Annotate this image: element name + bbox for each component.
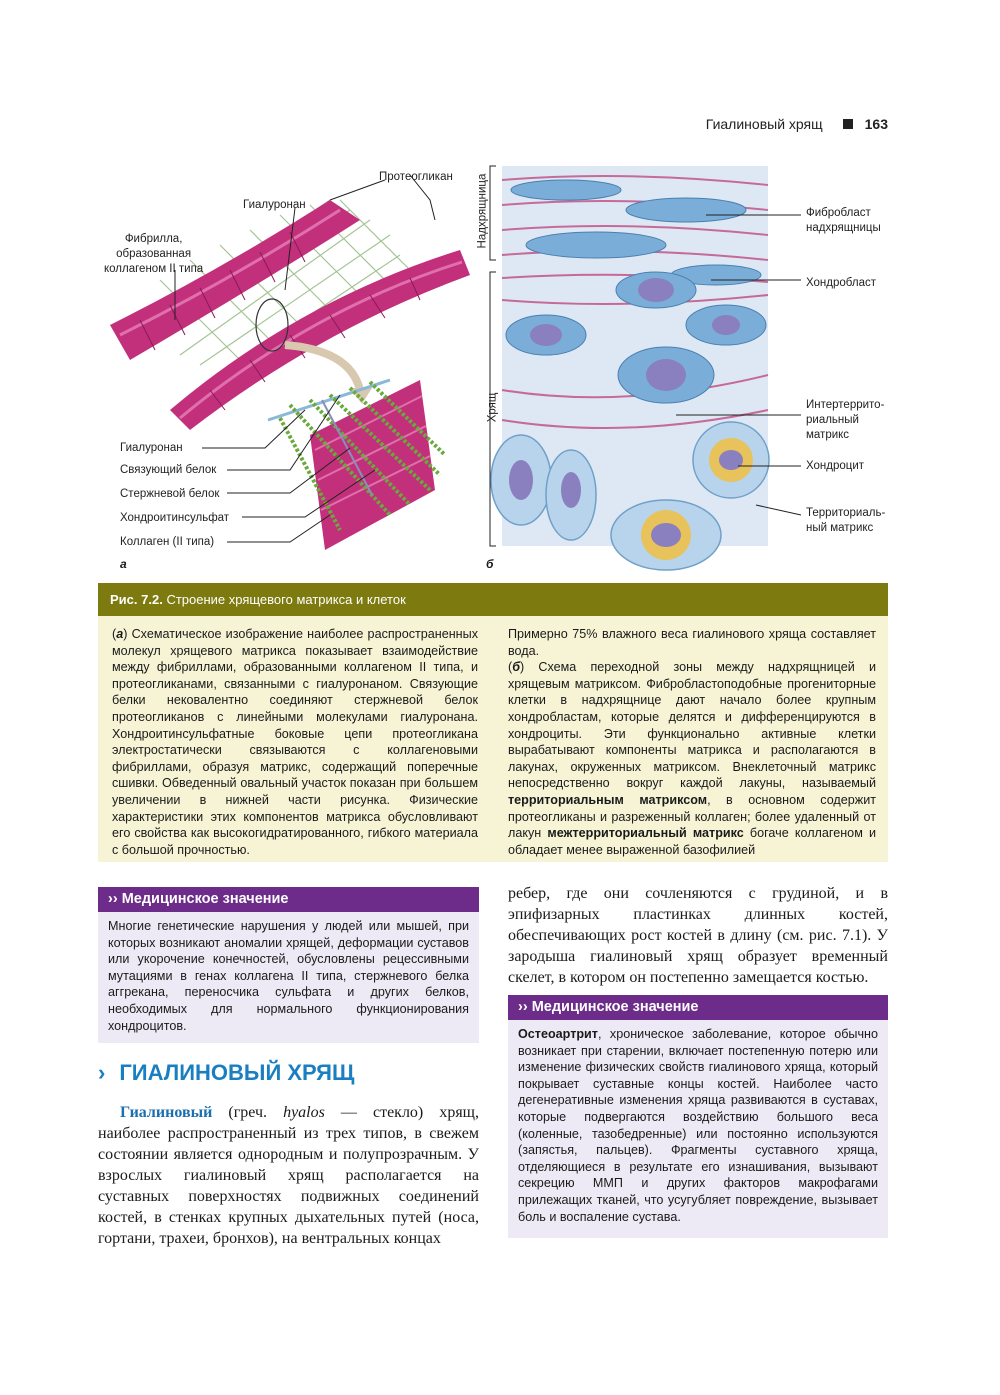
label-core-protein: Стержневой белок bbox=[120, 488, 220, 500]
caption-right-column: Примерно 75% влажного веса гиалинового хряща составляет вода. (б) Схема переходной зоны между надхрящницей и хрящевым матриксом. Фибробластоподобные прогениторные клетки в надхрящнице дают начало более крупным хондробластам, которые делятся и дифференцируются в хондроциты. Эти функционально активные клетки вырабатывают компоненты матрикса и располагаются в лакунах, окруженных матриксом. Внеклеточный матрикс непосредственно вокруг каждой лакуны, называемый территориальным матриксом, в основном содержит протеогликаны и разреженный коллаген; более удаленный от лакун межтерриториальный матрикс богаче коллагеном и обладает менее выраженной базофилией bbox=[508, 627, 876, 857]
label-chondroitin-sulfate: Хондроитинсульфат bbox=[120, 512, 230, 524]
label-link-protein: Связующий белок bbox=[120, 464, 217, 476]
body-left-part-1: (греч. bbox=[212, 1104, 284, 1121]
term-hyaline: Гиалиновый bbox=[120, 1104, 213, 1121]
section-heading-text: ГИАЛИНОВЫЙ ХРЯЩ bbox=[119, 1060, 355, 1085]
figure-number: Рис. 7.2. bbox=[110, 592, 163, 607]
term-osteoarthritis: Остеоартрит bbox=[518, 1027, 598, 1041]
label-hyaluronan: Гиалуронан bbox=[120, 442, 183, 454]
page-number: 163 bbox=[864, 116, 888, 132]
caption-term-territorial: территориальным матриксом bbox=[508, 792, 708, 807]
medical-box-1-heading: ›› Медицинское значение bbox=[98, 887, 479, 912]
caption-left-column: (а) Схематическое изображение наиболее распространенных молекул хрящевого матрикса показывает взаимодействие между фибриллами, образованными коллагеном II типа, и протеогликанами, связанными с гиалуронаном. Связующие белки нековалентно соединяют стержневой белок протеогликанов с линейными молекулами гиалуронана. Хондроитинсульфатные боковые цепи протеогликана электростатически связываются с коллагеновыми фибриллами, образуя матрикс, содержащий поперечные сшивки. Обведенный овальный участок показан при большем увеличении в нижней части рисунка. Физические характеристики этих компонентов матрикса обусловливают его свойства как высокогидратированного, гибкого материала с большой прочностью. bbox=[112, 627, 478, 857]
label-territorial-matrix: Территориаль- ный матрикс bbox=[806, 507, 886, 534]
caption-a-marker: а bbox=[116, 627, 124, 641]
caption-b-text-1: Схема переходной зоны между надхрящницей и хрящевым матриксом. Фибробластоподобные прогениторные клетки в надхрящнице дают начало более крупным хондробластам, которые делятся и дифференцируются в хондроциты. Эти функционально активные клетки вырабатывают компоненты матрикса и располагаются в лакунах, окруженных матриксом. Внеклеточный матрикс непосредственно вокруг каждой лакуны, называемый bbox=[508, 660, 876, 791]
body-text-left bbox=[98, 1102, 479, 1249]
medical-box-2 bbox=[508, 995, 888, 1238]
label-fibroblast: Фибробласт надхрящницы bbox=[806, 207, 881, 234]
label-hyaluronan-top: Гиалуронан bbox=[243, 199, 306, 211]
label-collagen-type-ii: Коллаген (II типа) bbox=[120, 536, 215, 548]
caption-b-text-2: , в основном содержит протеогликаны и разреженный коллаген; более удаленный от лакун bbox=[508, 792, 876, 841]
chevron-right-icon: › bbox=[98, 1060, 106, 1085]
label-chondrocyte: Хондроцит bbox=[806, 460, 865, 472]
label-perichondrium: Надхрящница bbox=[476, 173, 489, 249]
medical-box-2-text bbox=[508, 1020, 888, 1233]
caption-b-marker: б bbox=[512, 660, 521, 675]
label-interterritorial-matrix: Интертеррито- риальный матрикс bbox=[806, 399, 885, 441]
label-chondroblast: Хондробласт bbox=[806, 277, 876, 289]
medical-box-2-heading-text: Медицинское значение bbox=[531, 999, 699, 1015]
medical-box-1-text: Многие генетические нарушения у людей или мышей, при которых возникают аномалии хрящей, деформации суставов или укорочение конечностей, обусловлены рецессивными мутациями в генах коллагена II типа, стержневого белка аггрекана, переносчика сульфата и других белков, необходимых для нормального функционирования хондроцитов. bbox=[108, 919, 469, 1033]
body-text-right: ребер, где они сочленяются с грудиной, и в эпифизарных пластинках длинных костей, обеспечивающих рост костей в длину (см. рис. 7.1). У зародыша гиалиновый хрящ образует временный скелет, в котором он постепенно замещается костью. bbox=[508, 885, 888, 986]
figure-caption-bar bbox=[98, 583, 888, 616]
body-left-part-2: — стекло) хрящ, наиболее распространенный из трех типов, в свежем состоянии является однородным и полупрозрачным. У взрослых гиалиновый хрящ располагается на суставных поверхностях подвижных соединений костей, в стенках крупных дыхательных путей (носа, гортани, трахеи, бронхов), на вентральных концах bbox=[98, 1104, 479, 1247]
medical-box-1 bbox=[98, 887, 479, 1043]
running-head-title: Гиалиновый хрящ bbox=[705, 116, 823, 132]
caption-b-text-3: богаче коллагеном и обладает менее выраженной базофилией bbox=[508, 826, 876, 857]
medical-box-1-heading-text: Медицинское значение bbox=[121, 891, 289, 907]
label-fibril: Фибрилла, образованная коллагеном II типа bbox=[104, 233, 204, 275]
panel-letter-b: б bbox=[486, 557, 494, 571]
medical-box-2-heading: ›› Медицинское значение bbox=[508, 995, 888, 1020]
square-bullet-icon bbox=[843, 119, 853, 129]
figure-panel-b bbox=[476, 160, 900, 580]
section-heading bbox=[98, 1060, 354, 1086]
figure-panel-a bbox=[100, 160, 490, 580]
label-cartilage: Хрящ bbox=[486, 392, 499, 423]
medical-box-2-body: , хроническое заболевание, которое обычно возникает при старении, включает постепенную потерю или изменение физических свойств гиалинового хряща, который покрывает суставные концы костей. Наиболее часто дегенеративные изменения хряща развиваются в суставах, которые подвергаются воздействию большого веса (коленные, тазобедренные) или постоянно используются (запястья, пальцев). Фрагменты суставного хряща, отделяющиеся в результате его изнашивания, вызывают секрецию ММП и других факторов макрофагами прилежащих тканей, что усугубляет повреждение, вызывает боль и воспаление сустава. bbox=[518, 1027, 878, 1224]
greek-word: hyalos bbox=[283, 1104, 325, 1121]
panel-letter-a: а bbox=[120, 557, 127, 571]
figure-title: Строение хрящевого матрикса и клеток bbox=[166, 592, 406, 607]
caption-intro-text: Примерно 75% влажного веса гиалинового хряща составляет вода. bbox=[508, 627, 876, 658]
caption-term-interterritorial: межтерриториальный матрикс bbox=[547, 826, 744, 841]
figure-caption-body bbox=[98, 616, 888, 862]
label-proteoglycan: Протеогликан bbox=[379, 171, 453, 183]
running-head bbox=[706, 116, 888, 132]
caption-a-text: Схематическое изображение наиболее распространенных молекул хрящевого матрикса показывает взаимодействие между фибриллами, образованными коллагеном II типа, и протеогликанами, связанными с гиалуронаном. Связующие белки нековалентно соединяют стержневой белок протеогликанов с линейными молекулами гиалуронана. Хондроитинсульфатные боковые цепи протеогликана электростатически связываются с коллагеновыми фибриллами, образуя матрикс, содержащий поперечные сшивки. Обведенный овальный участок показан при большем увеличении в нижней части рисунка. Физические характеристики этих компонентов матрикса обусловливают его свойства как высокогидратированного, гибкого материала с большой прочностью. bbox=[112, 627, 478, 857]
